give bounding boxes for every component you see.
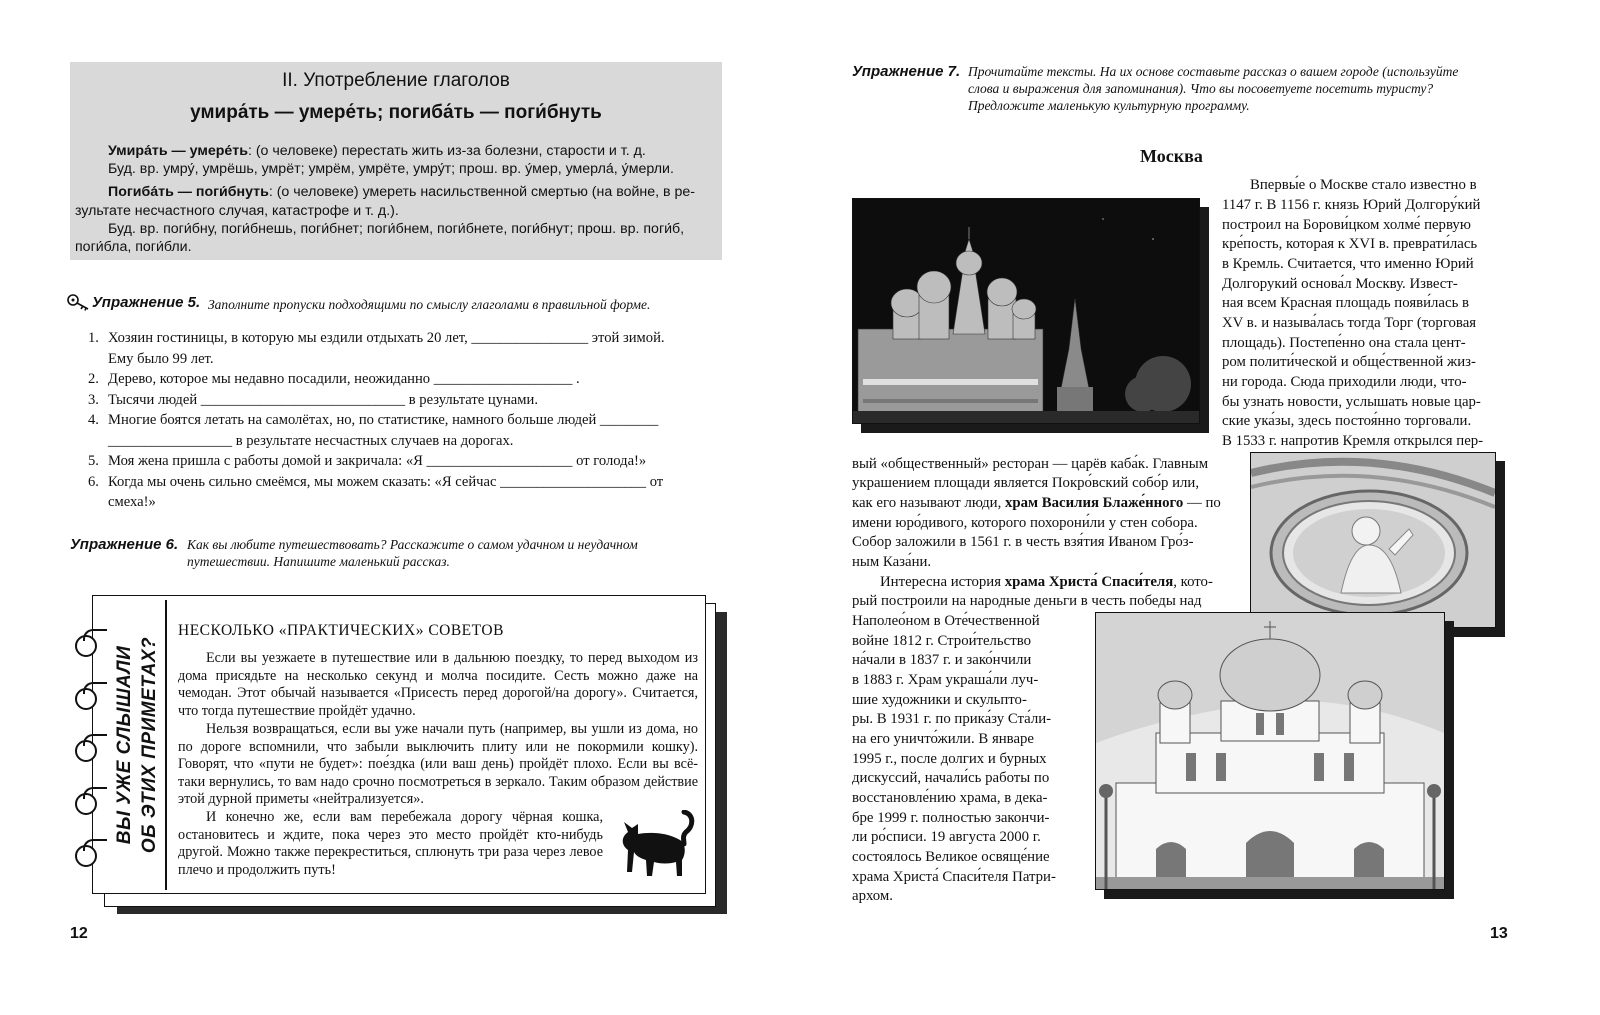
- exercise7-task-line1: Прочитайте тексты. На их основе составьте рассказ о вашем городе (используйте: [968, 64, 1459, 79]
- col-bottom-line-0: Наполео́ном в Оте́чественной: [852, 613, 1040, 629]
- col-bottom-line-1: войне 1812 г. Строи́тельство: [852, 633, 1031, 649]
- card-paragraph-2: Нельзя возвращаться, если вы уже начали путь (например, вы ушли из дома, но по дороге вспомнили, что забыли выключить плиту или не покормили кошку). Говорят, что «пути не будет»: пое́здка (или ваш день) пройдёт плохо. Если вы всё-таки вернулись, то вам надо срочно посмотреться в зеркало. Таким образом действие этой дурной приметы «нейтрализуется».: [178, 721, 698, 807]
- exercise5-task: Заполните пропуски подходящими по смыслу глаголами в правильной форме.: [208, 297, 651, 312]
- exercise5-item: [80, 349, 740, 370]
- col-mid-line-6: Собор заложили в 1561 г. в честь взя́тия Иваном Гро́з-: [852, 534, 1194, 550]
- exercise7-task-line2: слова и выражения для запоминания). Что вы посоветуете посетить туристу?: [968, 81, 1434, 96]
- exercise6-task-line1: Как вы любите путешествовать? Расскажите о самом удачном и неудачном: [187, 537, 638, 552]
- grammar-verbs-heading: умира́ть — умере́ть; погиба́ть — поги́бнуть: [190, 102, 602, 123]
- exercise5-item-number: 4.: [88, 412, 99, 428]
- col-bottom-line-9: восстановле́нию храма, в дека-: [852, 790, 1048, 806]
- col-bottom-line-3: в 1883 г. Храм украша́ли луч-: [852, 672, 1039, 688]
- exercise5-item: [80, 369, 740, 390]
- entry2-definition: [108, 183, 695, 202]
- col-mid-line-2: [852, 494, 1221, 514]
- col-top-line-5: Долгорукий основа́л Москву. Извест-: [1222, 276, 1458, 292]
- exercise5-item: [80, 390, 740, 411]
- col-top-line-9: ром полити́ческой и обще́ственной жиз-: [1222, 354, 1476, 370]
- col-top-line-10: ни города. Сюда приходили люди, что-: [1222, 374, 1467, 390]
- col-bottom-line-13: храма Христа́ Спаси́теля Патри-: [852, 869, 1056, 885]
- page-number-left: 12: [70, 925, 88, 942]
- entry2-def-text: : (о человеке) умереть насильственной смертью (на войне, в ре-: [268, 184, 695, 200]
- card-heading: НЕСКОЛЬКО «ПРАКТИЧЕСКИХ» СОВЕТОВ: [178, 622, 504, 639]
- page-number-right: 13: [1490, 925, 1508, 942]
- col-bottom-line-8: дискуссий, начали́сь работы по: [852, 770, 1050, 786]
- exercise5-item-number: 1.: [88, 330, 99, 346]
- exercise7-task-line3: Предложите маленькую культурную программу.: [968, 98, 1250, 113]
- exercise5-item-text: Тысячи людей ____________________________ в результате цунами.: [108, 391, 538, 408]
- exercise5-item-text: Моя жена пришла с работы домой и закричала: «Я ____________________ от голода!»: [108, 453, 647, 469]
- side-title-line2: ОБ ЭТИХ ПРИМЕТАХ?: [139, 636, 160, 854]
- st-basil-name: храм Василия Блаже́нного: [1004, 495, 1184, 511]
- exercise5-item: [80, 472, 740, 493]
- col-bottom-line-11: ли ро́списи. 19 августа 2000 г.: [852, 829, 1041, 845]
- entry1-term: Умира́ть — умере́ть: [108, 143, 248, 159]
- photo-christ-saviour-cathedral: [1095, 612, 1445, 890]
- col-top-line-12: ские ука́зы, здесь постоя́нно торговали.: [1222, 413, 1472, 429]
- exercise5-item-number: 6.: [88, 473, 99, 490]
- col-top-line-2: построил на Борови́цком холме́ первую: [1222, 217, 1471, 233]
- exercise5-item-number: 5.: [88, 453, 99, 469]
- exercise5-item: [80, 431, 740, 452]
- black-cat-icon: [610, 810, 698, 887]
- col-bottom-line-7: 1995 г., после долгих и бурных: [852, 751, 1047, 767]
- exercise5-item: [80, 328, 740, 349]
- para2-line2: рый построили на народные деньги в честь победы над: [852, 593, 1202, 609]
- cathedral-name: храма Христа́ Спаси́теля: [1004, 574, 1174, 590]
- key-icon: [66, 293, 90, 316]
- col-mid-line-2c: — по: [1183, 495, 1221, 511]
- exercise5-heading: Упражнение 5.: [92, 294, 201, 311]
- entry2-def-line2: зультате несчастного случая, катастрофе и т. д.).: [75, 203, 399, 219]
- photo-st-basils-cathedral: [852, 198, 1200, 424]
- photo-medallion-relief: [1250, 452, 1496, 628]
- entry2-term: Погиба́ть — поги́бнуть: [108, 184, 269, 200]
- col-mid-line-7: ным Каза́ни.: [852, 554, 932, 570]
- col-bottom-line-2: на́чали в 1837 г. и зако́нчили: [852, 652, 1032, 668]
- exercise5-item-text: Хозяин гостиницы, в которую мы ездили отдыхать 20 лет, ________________ этой зимой.: [108, 330, 665, 346]
- side-title-line1: ВЫ УЖЕ СЛЫШАЛИ: [114, 645, 135, 845]
- col-bottom-line-12: состоялось Великое освяще́ние: [852, 849, 1050, 865]
- para2-intro: Интересна история: [880, 574, 1005, 590]
- exercise5-item-text: Многие боятся летать на самолётах, но, по статистике, намного больше людей ________: [108, 412, 659, 428]
- col-mid-line-2a: как его называют люди,: [852, 495, 1005, 511]
- entry1-def-text: : (о человеке) перестать жить из-за болезни, старости и т. д.: [247, 143, 646, 159]
- col-mid-line-1: украшением площади является Покро́вский собо́р или,: [852, 475, 1200, 491]
- para2-rest: , кото-: [1173, 574, 1213, 590]
- col-top-line-8: площадь). Постепе́нно она стала цент-: [1222, 335, 1466, 351]
- col-bottom-line-14: архом.: [852, 888, 893, 904]
- exercise5-item: [80, 451, 740, 472]
- grammar-section-title: II. Употребление глаголов: [282, 70, 510, 91]
- exercise5-list: [80, 328, 740, 513]
- col-bottom-line-4: шие художники и скульпто-: [852, 692, 1027, 708]
- exercise5-item-text: Когда мы очень сильно смеёмся, мы можем сказать: «Я сейчас ____________________ от: [108, 473, 664, 490]
- col-bottom-line-5: ры. В 1931 г. по прика́зу Ста́ли-: [852, 711, 1052, 727]
- exercise5-item-number: 3.: [88, 391, 99, 408]
- exercise5-item-text: смеха!»: [108, 494, 156, 510]
- article-title: Москва: [1140, 146, 1203, 166]
- exercise5-item: [80, 410, 740, 431]
- exercise5-item-number: 2.: [88, 371, 99, 387]
- entry1-forms: Буд. вр. умру́, умрёшь, умрёт; умрём, умрёте, умру́т; прош. вр. у́мер, умерла́, у́мерли.: [108, 161, 674, 177]
- entry2-forms-line1: Буд. вр. поги́бну, поги́бнешь, поги́бнет; поги́бнем, поги́бнете, поги́бнут; прош. вр. поги́б,: [108, 221, 685, 237]
- exercise5-item: [80, 492, 740, 513]
- card-paragraph-1: Если вы уезжаете в путешествие или в дальнюю поездку, то перед выходом из дома присядьте на несколько секунд и молча посидите. Сесть можно даже на чемодан. Этот обычай называется «Присесть перед дорогой/на дорогу». Считается, что тогда путешествие пройдёт удачно.: [178, 650, 698, 719]
- exercise5-item-text: Дерево, которое мы недавно посадили, неожиданно ___________________ .: [108, 371, 580, 387]
- col-mid-line-5: имени юро́дивого, которого похорони́ли у стен собора.: [852, 515, 1198, 531]
- col-bottom-line-6: на его уничто́жили. В январе: [852, 731, 1034, 747]
- card-paragraph-3: И конечно же, если вам перебежала дорогу чёрная кошка, остановитесь и ждите, пока через это место пройдёт кто-нибудь другой. Можно также перекреститься, сплюнуть три раза через левое плечо и продолжить путь!: [178, 809, 603, 878]
- col-top-line-11: бы узнать новости, услышать новые цар-: [1222, 394, 1481, 410]
- exercise5-item-text: _________________ в результате несчастных случаев на дорогах.: [108, 432, 514, 449]
- col-top-line-0: Впервы́е о Москве стало известно в: [1250, 177, 1477, 193]
- entry1-definition: [108, 142, 646, 161]
- col-top-line-13: В 1533 г. напротив Кремля открылся пер-: [1222, 433, 1484, 449]
- exercise5-item-text: Ему было 99 лет.: [108, 350, 214, 367]
- col-bottom-line-10: бре 1999 г. полностью закончи-: [852, 810, 1050, 826]
- col-top-line-7: XV в. и называ́лась тогда Торг (торговая: [1222, 315, 1477, 331]
- exercise7-heading: Упражнение 7.: [852, 63, 961, 80]
- exercise6-heading: Упражнение 6.: [70, 536, 179, 553]
- para2-line1: [880, 573, 1213, 593]
- col-top-line-6: ная всем Красная площадь появи́лась в: [1222, 295, 1470, 311]
- entry2-forms-line2: поги́бла, поги́бли.: [75, 239, 192, 255]
- grammar-box: [70, 62, 722, 260]
- col-mid-line-0: вый «общественный» ресторан — царёв каба́к. Главным: [852, 456, 1209, 472]
- col-top-line-1: 1147 г. В 1156 г. князь Юрий Долгору́кий: [1222, 197, 1481, 213]
- col-top-line-3: кре́пость, которая к XVI в. преврати́лась: [1222, 236, 1478, 252]
- col-top-line-4: в Кремль. Считается, что именно Юрий: [1222, 256, 1474, 272]
- card-side-title: [112, 600, 172, 890]
- exercise6-task-line2: путешествии. Напишите маленький рассказ.: [187, 554, 450, 569]
